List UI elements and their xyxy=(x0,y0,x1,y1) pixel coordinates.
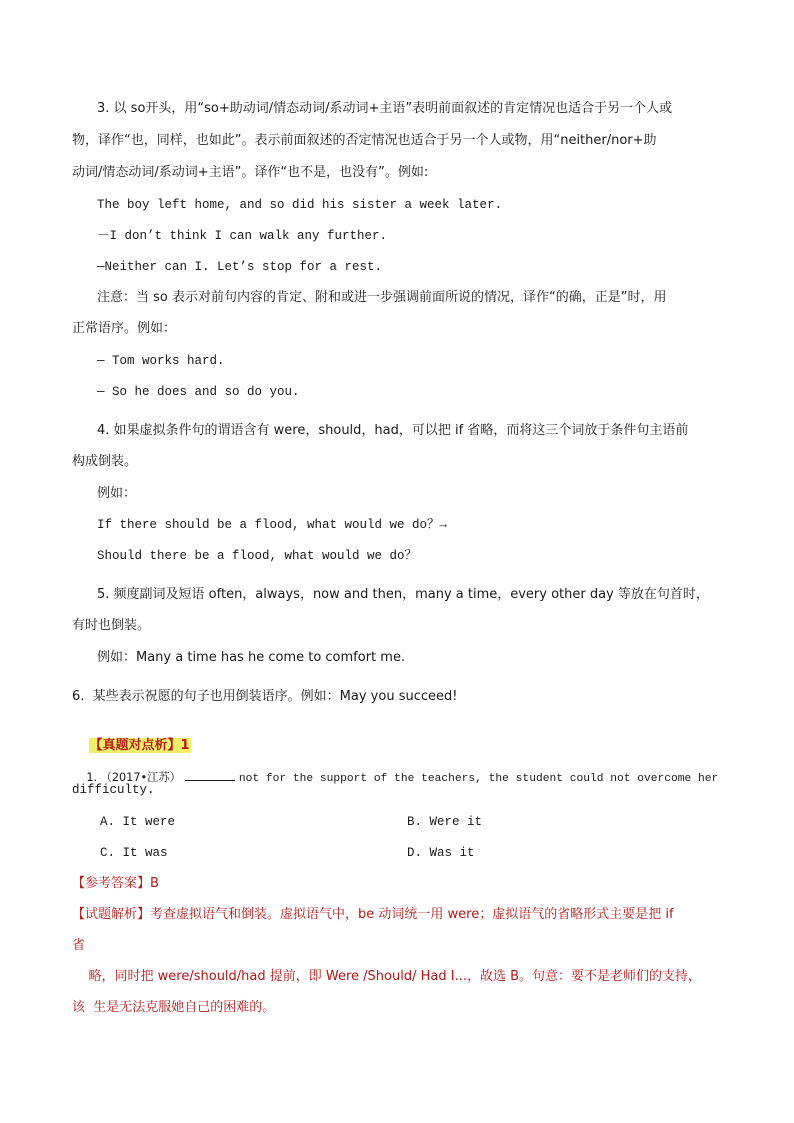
section3-example3: —Neither can I. Let’s stop for a rest. xyxy=(97,260,383,274)
section5-line2: 有时也倒装。 xyxy=(72,618,151,633)
option-b: B. Were it xyxy=(407,815,483,829)
question-1-line2: difficulty. xyxy=(72,783,155,797)
section3-example2: －I don’t think I can walk any further. xyxy=(97,229,388,243)
section3-line1: 3. 以 so开头，用“so+助动词/情态动词/系动词+主语”表明前面叙述的肯定情况也适合于另一个人或 xyxy=(97,101,673,116)
section4-label: 例如： xyxy=(97,486,137,501)
analysis-line3: 略，同时把 were/should/had 提前，即 Were /Should/ Had I...，故选 B。句意：要不是老师们的支持， xyxy=(72,969,702,984)
question-1 xyxy=(72,750,718,806)
section4-line1: 4. 如果虚拟条件句的谓语含有 were，should，had，可以把 if 省略，而将这三个词放于条件句主语前 xyxy=(97,423,689,438)
section3-note2: 正常语序。例如： xyxy=(72,321,177,336)
section3-note1: 注意：当 so 表示对前句内容的肯定、附和或进一步强调前面所说的情况，译作“的确，正是”时，用 xyxy=(97,290,667,305)
answer-blank xyxy=(185,768,235,781)
question-source: 1. （2017•江苏） xyxy=(86,771,181,784)
question-text: not for the support of the teachers, the student could not overcome her xyxy=(238,773,719,785)
reference-answer: 【参考答案】B xyxy=(72,876,159,891)
option-d: D. Was it xyxy=(407,846,475,860)
section5-example: 例如：Many a time has he come to comfort me. xyxy=(97,650,406,665)
section6-line: 6. 某些表示祝愿的句子也用倒装语序。例如：May you succeed! xyxy=(72,689,458,704)
section3-line2: 物，译作“也，同样，也如此”。表示前面叙述的否定情况也适合于另一个人或物，用“neither/nor+助 xyxy=(72,133,657,148)
analysis-line1: 【试题解析】考查虚拟语气和倒装。虚拟语气中，be 动词统一用 were；虚拟语气的省略形式主要是把 if xyxy=(72,907,674,922)
section4-example2: Should there be a flood, what would we do？ xyxy=(97,549,418,563)
section3-example5: — So he does and so do you. xyxy=(97,385,300,399)
analysis-line4: 该 生是无法克服她自己的困难的。 xyxy=(72,1000,276,1015)
section5-line1: 5. 频度副词及短语 often，always，now and then，many a time，every other day 等放在句首时， xyxy=(97,587,709,602)
section4-example1: If there should be a flood, what would we do？→ xyxy=(97,518,448,532)
section3-example1: The boy left home, and so did his sister a week later. xyxy=(97,198,503,212)
analysis-line2: 省 xyxy=(72,938,86,953)
section3-example4: — Tom works hard. xyxy=(97,354,225,368)
section4-line2: 构成倒装。 xyxy=(72,454,138,469)
section3-line3: 动词/情态动词/系动词+主语”。译作“也不是，也没有”。例如: xyxy=(72,165,429,180)
option-a: A. It were xyxy=(100,815,176,829)
option-c: C. It was xyxy=(100,846,168,860)
exam-heading-highlight: 【真题对点析】1 xyxy=(89,738,190,753)
